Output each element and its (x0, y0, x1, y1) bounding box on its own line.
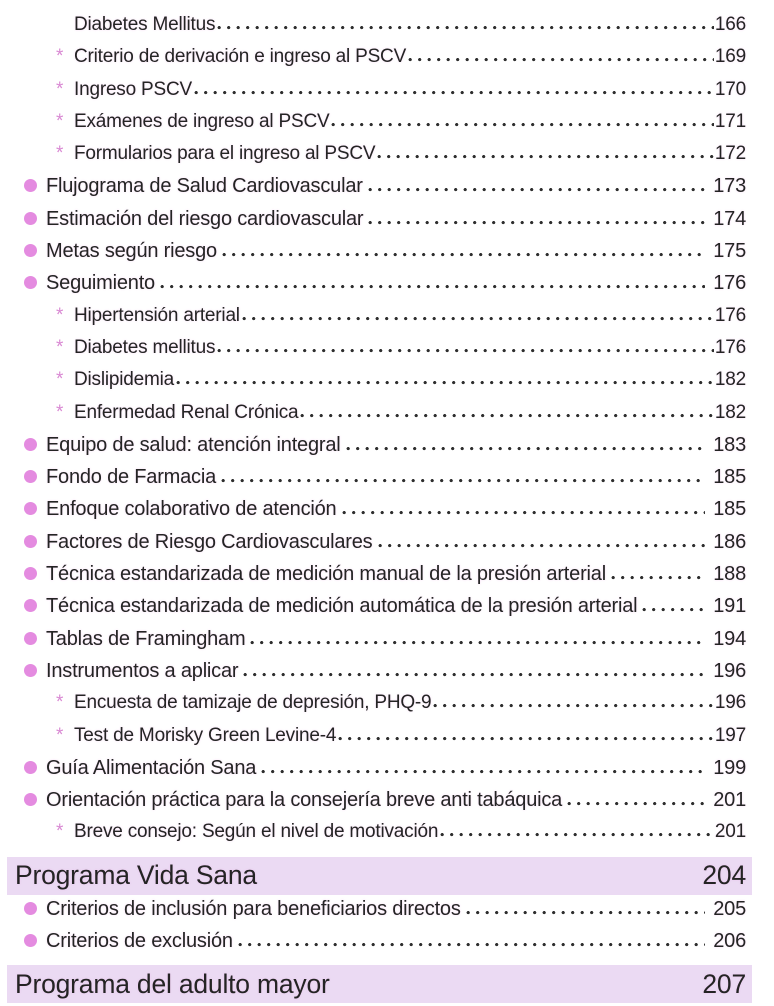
toc-entry[interactable] (0, 660, 746, 692)
bullet-circle-icon (24, 793, 37, 806)
toc-entry[interactable] (0, 628, 746, 660)
toc-entry-page: 197 (714, 724, 746, 746)
toc-entry-page: 206 (713, 930, 746, 953)
toc-entry[interactable] (0, 692, 746, 724)
dot-leader (331, 122, 713, 127)
toc-entry[interactable] (0, 402, 746, 434)
toc-entry[interactable] (0, 46, 746, 78)
toc-entry-page: 172 (714, 143, 746, 165)
dot-leader (238, 942, 705, 947)
toc-entry[interactable] (0, 898, 746, 930)
bullet-circle-icon (24, 567, 37, 580)
toc-entry-label: Programa del adulto mayor (15, 968, 330, 999)
asterisk-icon: * (56, 401, 64, 423)
toc-list (0, 14, 774, 1003)
bullet-circle-icon (24, 502, 37, 515)
toc-entry-label: Técnica estandarizada de medición automática de la presión arterial (46, 595, 638, 618)
dot-leader (250, 640, 705, 645)
toc-entry-page: 174 (713, 207, 746, 230)
toc-entry[interactable] (0, 563, 746, 595)
toc-entry-page: 194 (713, 627, 746, 650)
toc-entry[interactable] (0, 175, 746, 207)
toc-section-header[interactable] (7, 857, 752, 895)
dot-leader (611, 575, 705, 580)
bullet-circle-icon (24, 535, 37, 548)
toc-entry-label: Criterios de inclusión para beneficiarios directos (46, 897, 461, 920)
toc-entry[interactable] (0, 498, 746, 530)
toc-entry-label: Equipo de salud: atención integral (46, 433, 341, 456)
dot-leader (261, 769, 705, 774)
toc-entry-label: Criterios de exclusión (46, 930, 233, 953)
bullet-circle-icon (24, 632, 37, 645)
asterisk-icon: * (56, 336, 64, 358)
dot-leader (408, 57, 714, 62)
toc-entry-label: Instrumentos a aplicar (46, 659, 239, 682)
toc-entry[interactable] (0, 14, 746, 46)
toc-entry[interactable] (0, 531, 746, 563)
dot-leader (346, 446, 706, 451)
bullet-circle-icon (24, 438, 37, 451)
toc-entry-page: 176 (713, 272, 746, 295)
toc-entry-page: 173 (713, 175, 746, 198)
toc-entry-label: Orientación práctica para la consejería breve anti tabáquica (46, 789, 563, 812)
toc-entry[interactable] (0, 930, 746, 962)
dot-leader (217, 25, 714, 30)
toc-entry-page: 199 (713, 756, 746, 779)
toc-entry-page: 185 (713, 498, 746, 521)
toc-entry[interactable] (0, 821, 746, 853)
toc-entry-page: 171 (714, 110, 746, 132)
bullet-circle-icon (24, 244, 37, 257)
toc-entry-label: Criterio de derivación e ingreso al PSCV (74, 46, 407, 68)
toc-entry[interactable] (0, 208, 746, 240)
asterisk-icon: * (56, 692, 64, 714)
bullet-circle-icon (24, 934, 37, 947)
toc-entry-page: 196 (714, 692, 746, 714)
toc-entry-page: 191 (713, 595, 746, 618)
toc-entry-label: Enfermedad Renal Crónica (74, 401, 299, 423)
toc-entry[interactable] (0, 725, 746, 757)
asterisk-icon: * (56, 46, 64, 68)
toc-section-header[interactable] (7, 965, 752, 1003)
toc-entry-page: 201 (714, 821, 746, 843)
bullet-circle-icon (24, 212, 37, 225)
dot-leader (567, 801, 705, 806)
bullet-circle-icon (24, 902, 37, 915)
toc-entry-label: Hipertensión arterial (74, 304, 240, 326)
toc-entry-page: 182 (714, 401, 746, 423)
toc-entry-label: Estimación del riesgo cardiovascular (46, 207, 364, 230)
toc-entry-label: Diabetes mellitus (74, 336, 216, 358)
dot-leader (222, 252, 705, 257)
toc-entry-page: 176 (714, 304, 746, 326)
toc-entry-label: Metas según riesgo (46, 240, 217, 263)
dot-leader (368, 187, 706, 192)
toc-entry-label: Seguimiento (46, 272, 155, 295)
dot-leader (466, 910, 706, 915)
toc-entry-page: 196 (713, 659, 746, 682)
asterisk-icon: * (56, 724, 64, 746)
toc-entry-label: Ingreso PSCV (74, 78, 192, 100)
toc-entry-label: Tablas de Framingham (46, 627, 246, 650)
toc-entry[interactable] (0, 466, 746, 498)
toc-entry[interactable] (0, 305, 746, 337)
bullet-circle-icon (24, 179, 37, 192)
dot-leader (378, 543, 706, 548)
toc-entry-page: 176 (714, 336, 746, 358)
bullet-circle-icon (24, 599, 37, 612)
dot-leader (160, 284, 705, 289)
toc-entry-label: Test de Morisky Green Levine-4 (74, 724, 337, 746)
toc-entry-page: 169 (714, 46, 746, 68)
toc-entry[interactable] (0, 272, 746, 304)
dot-leader (377, 154, 714, 159)
toc-entry[interactable] (0, 789, 746, 821)
bullet-circle-icon (24, 664, 37, 677)
toc-entry[interactable] (0, 369, 746, 401)
dot-leader (338, 736, 714, 741)
dot-leader (300, 413, 714, 418)
toc-entry[interactable] (0, 143, 746, 175)
toc-entry[interactable] (0, 111, 746, 143)
dot-leader (176, 380, 714, 385)
toc-entry-label: Exámenes de ingreso al PSCV (74, 110, 330, 132)
toc-entry-page: 175 (713, 240, 746, 263)
toc-entry[interactable] (0, 434, 746, 466)
bullet-circle-icon (24, 761, 37, 774)
dot-leader (194, 90, 714, 95)
dot-leader (221, 478, 705, 483)
toc-entry-page: 201 (713, 789, 746, 812)
bullet-circle-icon (24, 470, 37, 483)
asterisk-icon: * (56, 110, 64, 132)
toc-entry-page: 170 (714, 78, 746, 100)
toc-entry-page: 166 (714, 14, 746, 35)
toc-entry-page: 188 (713, 563, 746, 586)
toc-entry-label: Flujograma de Salud Cardiovascular (46, 175, 363, 198)
toc-entry-label: Programa Vida Sana (15, 860, 257, 891)
toc-entry-label: Fondo de Farmacia (46, 466, 217, 489)
asterisk-icon: * (56, 369, 64, 391)
toc-entry-page: 183 (713, 433, 746, 456)
toc-entry[interactable] (0, 337, 746, 369)
dot-leader (342, 510, 706, 515)
toc-entry-label: Dislipidemia (74, 369, 175, 391)
asterisk-icon: * (56, 143, 64, 165)
dot-leader (433, 703, 713, 708)
toc-entry-label: Técnica estandarizada de medición manual de la presión arterial (46, 563, 606, 586)
toc-entry[interactable] (0, 240, 746, 272)
toc-entry[interactable] (0, 595, 746, 627)
toc-entry-label: Enfoque colaborativo de atención (46, 498, 337, 521)
dot-leader (243, 672, 705, 677)
toc-entry-label: Factores de Riesgo Cardiovasculares (46, 530, 373, 553)
toc-entry-page: 205 (713, 897, 746, 920)
asterisk-icon: * (56, 821, 64, 843)
dot-leader (642, 607, 705, 612)
toc-entry-label: Encuesta de tamizaje de depresión, PHQ-9 (74, 692, 432, 714)
toc-entry-page: 207 (702, 968, 746, 999)
bullet-circle-icon (24, 276, 37, 289)
dot-leader (217, 348, 714, 353)
dot-leader (440, 832, 714, 837)
toc-entry-page: 182 (714, 369, 746, 391)
toc-entry-page: 185 (713, 466, 746, 489)
dot-leader (242, 316, 714, 321)
toc-entry[interactable] (0, 79, 746, 111)
toc-entry-page: 186 (713, 530, 746, 553)
dot-leader (368, 220, 705, 225)
asterisk-icon: * (56, 78, 64, 100)
toc-entry[interactable] (0, 757, 746, 789)
toc-entry-label: Guía Alimentación Sana (46, 756, 257, 779)
toc-entry-label: Breve consejo: Según el nivel de motivación (74, 821, 439, 843)
toc-entry-label: Diabetes Mellitus (74, 14, 216, 35)
toc-entry-page: 204 (702, 860, 746, 891)
toc-entry-label: Formularios para el ingreso al PSCV (74, 143, 376, 165)
asterisk-icon: * (56, 304, 64, 326)
